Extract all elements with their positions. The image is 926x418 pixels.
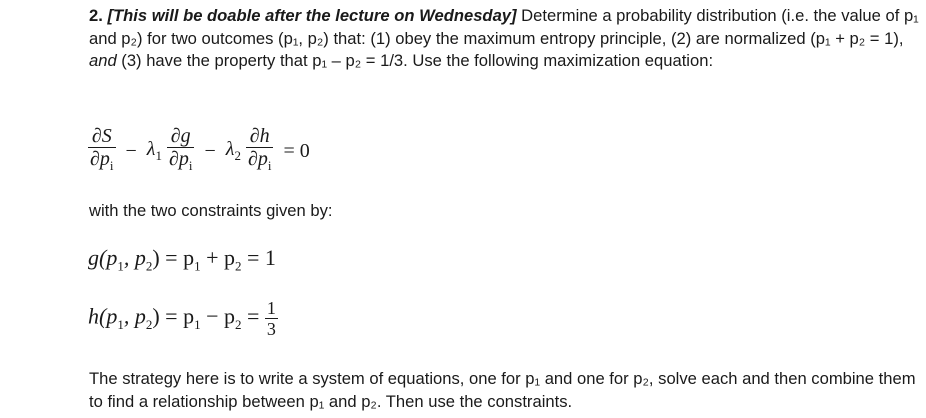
equals-zero: = 0: [283, 139, 310, 162]
maximization-equation: [88, 125, 315, 177]
constraint-g: $g(p_1$, $p_2) = p_1 + p_2 = 1$: [88, 245, 276, 274]
frac-dg-dp: $\frac{\partial g}{\partial p_i}$: [167, 125, 195, 177]
problem-tag: [This will be doable after the lecture on Wednesday]: [107, 6, 517, 25]
problem-text-a: Determine a probability distribution (i.e. the value of p₁ and p₂) for two outcomes (p₁, p₂) that: (1) obey the maximum entropy principle, (2) are normalized (p₁ + p₂ = 1),: [89, 6, 919, 48]
frac-dh-dp: $\frac{\partial h}{\partial p_i}$: [246, 125, 274, 177]
problem-number: 2.: [89, 6, 103, 25]
lambda-1: $\lambda_1$: [146, 138, 162, 163]
lambda-2: $\lambda_2$: [225, 138, 241, 163]
frac-one-third: $\frac{1}{3}$: [266, 298, 276, 339]
problem-text-b: (3) have the property that p₁ – p₂ = 1/3. Use the following maximization equation:: [116, 51, 714, 70]
minus-sign: −: [125, 139, 137, 162]
constraints-intro: with the two constraints given by:: [89, 201, 333, 220]
minus-sign: −: [204, 139, 216, 162]
strategy-text: The strategy here is to write a system of equations, one for p₁ and one for p₂, solve each and then combine them to find a relationship between p₁ and p₂. Then use the constraints.: [89, 369, 916, 411]
constraint-h: $h(p_1$, $p_2) = p_1 - p_2$ = $\frac{1}{3}$: [88, 298, 276, 339]
problem-statement: [89, 5, 919, 73]
frac-dS-dp: $\frac{\partial S}{\partial p_i}$: [88, 125, 116, 177]
problem-and: and: [89, 51, 117, 70]
